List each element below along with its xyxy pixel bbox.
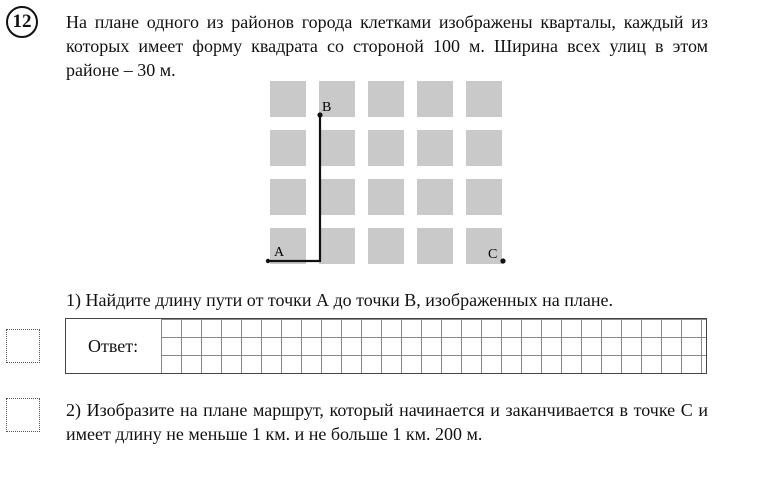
question-1: 1) Найдите длину пути от точки А до точки В, изображенных на плане. (66, 290, 613, 310)
city-block (319, 228, 355, 264)
answer-field[interactable] (65, 318, 707, 374)
city-block (270, 81, 306, 117)
point-c-label: C (488, 247, 498, 262)
answer-label: Ответ: (88, 336, 139, 356)
city-block (319, 130, 355, 166)
city-block (368, 130, 404, 166)
city-block (270, 179, 306, 215)
score-box-2[interactable] (6, 398, 40, 432)
point-a-marker (266, 259, 270, 263)
point-b-label: B (322, 100, 332, 115)
task-statement: На плане одного из районов города клетками изображены кварталы, каждый из которых имеет форму квадрата со стороной 100 м. Ширина всех улиц в этом районе – 30 м. (66, 12, 708, 80)
task-number-badge: 12 (6, 6, 38, 38)
point-a-label: A (274, 245, 285, 260)
city-blocks (270, 81, 502, 264)
city-block (417, 179, 453, 215)
city-block (368, 228, 404, 264)
question-2: 2) Изобразите на плане маршрут, который начинается и заканчивается в точке С и имеет длину не меньше 1 км. и не больше 1 км. 200 м. (66, 400, 708, 444)
city-block (417, 130, 453, 166)
point-c-marker (500, 258, 505, 263)
score-box-1[interactable] (6, 329, 40, 363)
city-block (417, 81, 453, 117)
city-plan (262, 75, 512, 271)
city-block (417, 228, 453, 264)
city-block (466, 179, 502, 215)
city-block (319, 179, 355, 215)
city-block (368, 81, 404, 117)
city-block (466, 81, 502, 117)
city-block (466, 130, 502, 166)
city-block (368, 179, 404, 215)
city-block (270, 130, 306, 166)
answer-grid[interactable] (161, 319, 706, 373)
